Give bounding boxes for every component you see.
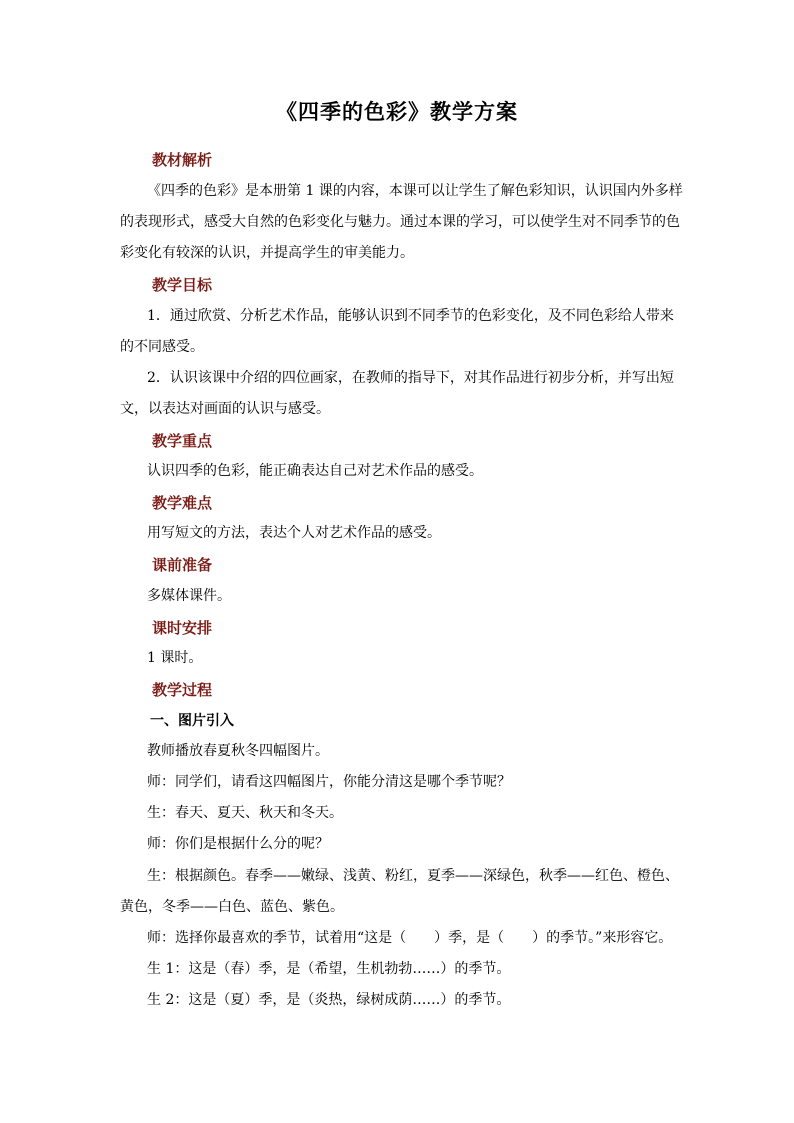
paragraph-line: 文，以表达对画面的认识与感受。 <box>120 401 330 417</box>
section-heading-schedule: 课时安排 <box>152 619 213 637</box>
section-heading-key-points: 教学重点 <box>152 432 213 450</box>
paragraph-line: 师：你们是根据什么分的呢？ <box>147 836 329 852</box>
paragraph-line: 生：根据颜色。春季——嫩绿、浅黄、粉红，夏季——深绿色，秋季——红色、橙色、 <box>147 868 679 884</box>
paragraph-line: 彩变化有较深的认识，并提高学生的审美能力。 <box>120 245 414 261</box>
paragraph-line: 师：选择你最喜欢的季节，试着用“这是（ ）季，是（ ）的季节。”来形容它。 <box>147 930 673 946</box>
paragraph-line: 用写短文的方法，表达个人对艺术作品的感受。 <box>147 525 441 541</box>
paragraph-line: 生 2：这是（夏）季，是（炎热，绿树成荫……）的季节。 <box>147 992 511 1008</box>
page-title: 《四季的色彩》教学方案 <box>276 99 518 124</box>
paragraph-line: 生：春天、夏天、秋天和冬天。 <box>147 805 343 821</box>
section-heading-goals: 教学目标 <box>152 276 213 294</box>
paragraph-line: 黄色，冬季——白色、蓝色、紫色。 <box>120 899 344 915</box>
paragraph-line: 《四季的色彩》是本册第 1 课的内容，本课可以让学生了解色彩知识，认识国内外多样 <box>147 183 683 199</box>
section-heading-preparation: 课前准备 <box>152 556 213 574</box>
paragraph-line: 的不同感受。 <box>120 339 204 355</box>
paragraph-line: 1 课时。 <box>147 650 203 666</box>
section-heading-process: 教学过程 <box>152 681 213 699</box>
section-heading-difficulties: 教学难点 <box>152 494 213 512</box>
paragraph-line: 多媒体课件。 <box>147 588 231 604</box>
paragraph-line: 师：同学们，请看这四幅图片，你能分清这是哪个季节呢？ <box>147 774 511 790</box>
paragraph-line: 的表现形式，感受大自然的色彩变化与魅力。通过本课的学习，可以使学生对不同季节的色 <box>120 214 680 230</box>
paragraph-line: 生 1：这是（春）季，是（希望，生机勃勃……）的季节。 <box>147 961 511 977</box>
paragraph-line: 2．认识该课中介绍的四位画家，在教师的指导下，对其作品进行初步分析，并写出短 <box>147 370 674 386</box>
paragraph-line: 1．通过欣赏、分析艺术作品，能够认识到不同季节的色彩变化，及不同色彩给人带来 <box>147 308 674 324</box>
paragraph-line: 认识四季的色彩，能正确表达自己对艺术作品的感受。 <box>147 463 483 479</box>
paragraph-line: 教师播放春夏秋冬四幅图片。 <box>147 743 329 759</box>
subsection-heading: 一、图片引入 <box>150 713 234 729</box>
section-heading-analysis: 教材解析 <box>152 151 213 169</box>
